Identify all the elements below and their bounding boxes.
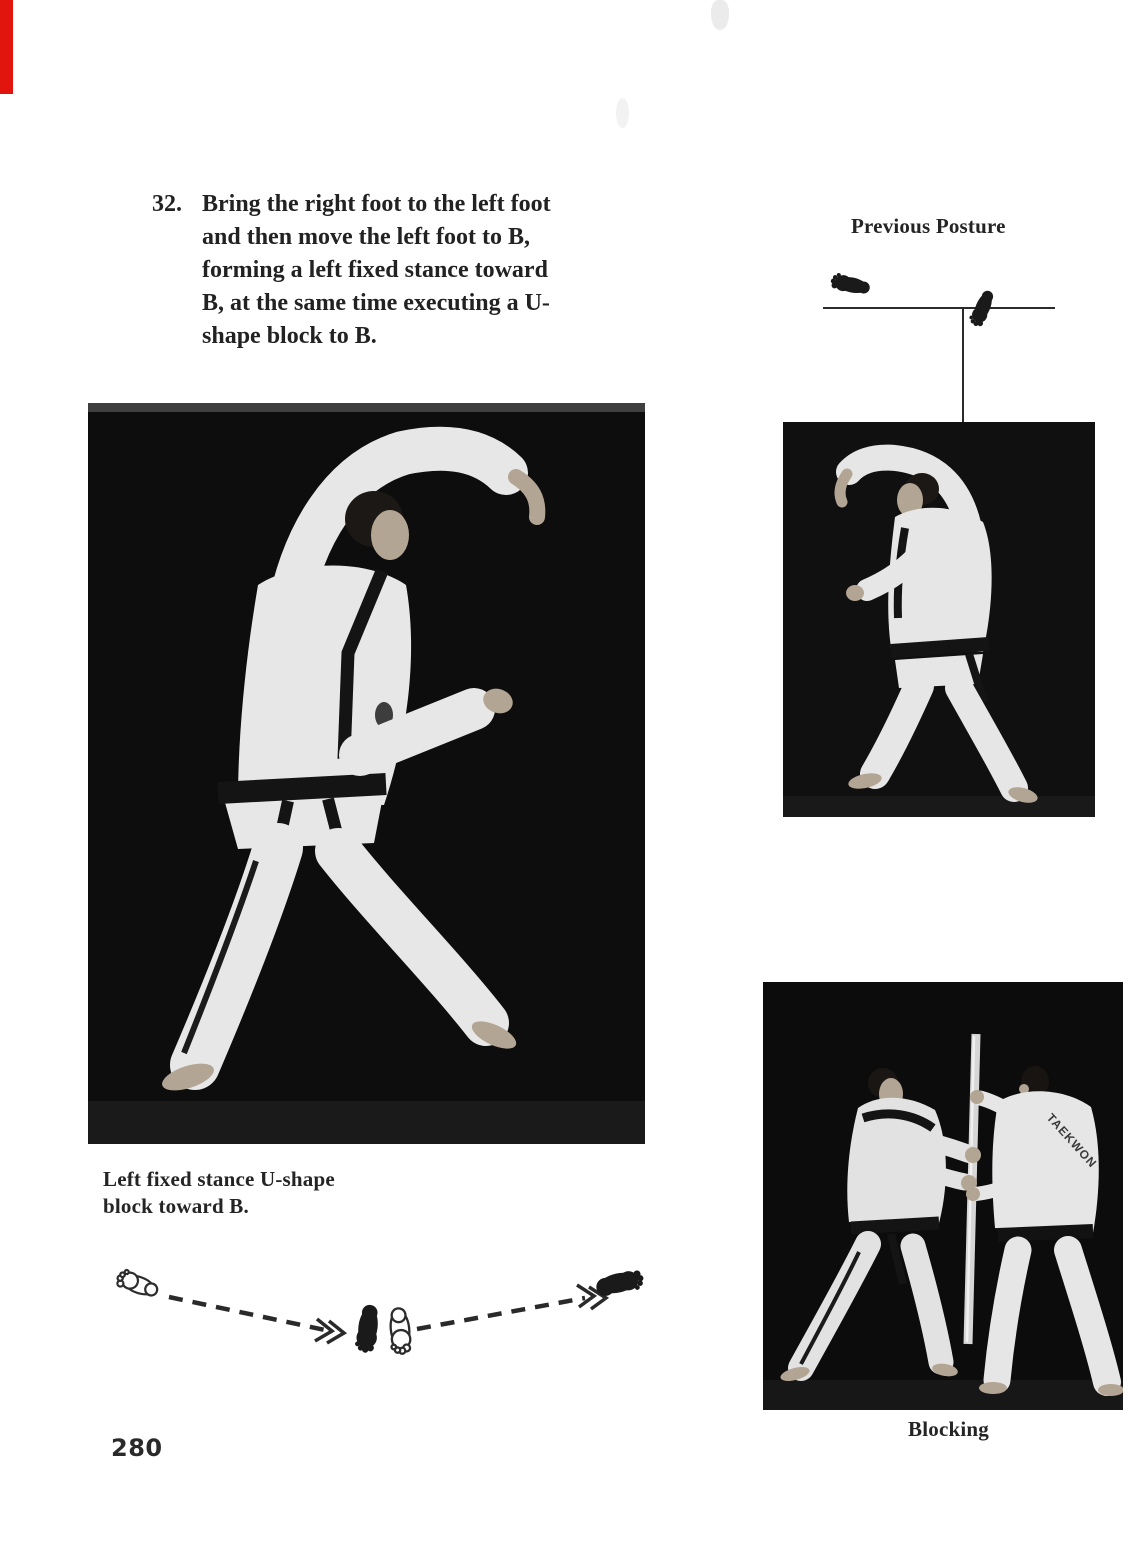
step-number: 32. [152,191,182,217]
figure-belt [851,1223,939,1228]
step-line: and then move the left foot to B, [202,224,530,250]
blocking-label: Blocking [908,1417,989,1441]
previous-posture-image [783,422,1095,817]
step-line: forming a left fixed stance toward [202,257,548,283]
previous-posture-foot-diagram [818,255,1068,425]
step-line: Bring the right foot to the left foot [202,191,551,217]
scan-smudge [616,98,629,128]
previous-posture-label: Previous Posture [851,214,1006,238]
figure-hand [965,1147,981,1163]
caption-line: block toward B. [103,1194,249,1218]
footprint-icon [354,1304,381,1354]
main-photo-image [88,403,645,1144]
dashed-arrow-line [169,1297,325,1330]
page-edge-red-mark [0,0,13,94]
figure-belt [998,1231,1093,1235]
figure-belt [891,644,989,651]
step-instruction [152,188,652,353]
figure-foot [979,1382,1007,1394]
main-photo-caption [103,1166,335,1220]
step-text [202,188,551,353]
figure-fist [846,585,864,601]
figure-hand [966,1187,980,1201]
previous-posture-photo [783,422,1095,822]
footprint-icon [829,272,871,297]
figure-arm [976,1188,1003,1194]
figure-foot [1098,1384,1123,1396]
footwork-diagram [95,1255,660,1380]
jacket-back-text: TAEKWON [1043,1110,1100,1171]
dashed-arrow-line [417,1298,585,1329]
caption-line: Left fixed stance U-shape [103,1167,335,1191]
step-line: B, at the same time executing a U- [202,290,550,316]
blocking-photo-image [763,982,1123,1410]
page-number: 280 [111,1434,163,1462]
figure-torso [238,566,411,806]
figure-hand [970,1090,984,1104]
footprint-outline-icon [388,1307,412,1354]
figure-hand [840,474,847,502]
figure-belt [218,784,386,793]
step-line: shape block to B. [202,323,377,349]
blocking-photo [763,982,1123,1415]
figure-face [371,510,409,560]
footprint-outline-icon [115,1268,160,1299]
footprint-icon [594,1268,645,1298]
main-photo [88,403,645,1149]
scan-smudge [711,0,729,30]
